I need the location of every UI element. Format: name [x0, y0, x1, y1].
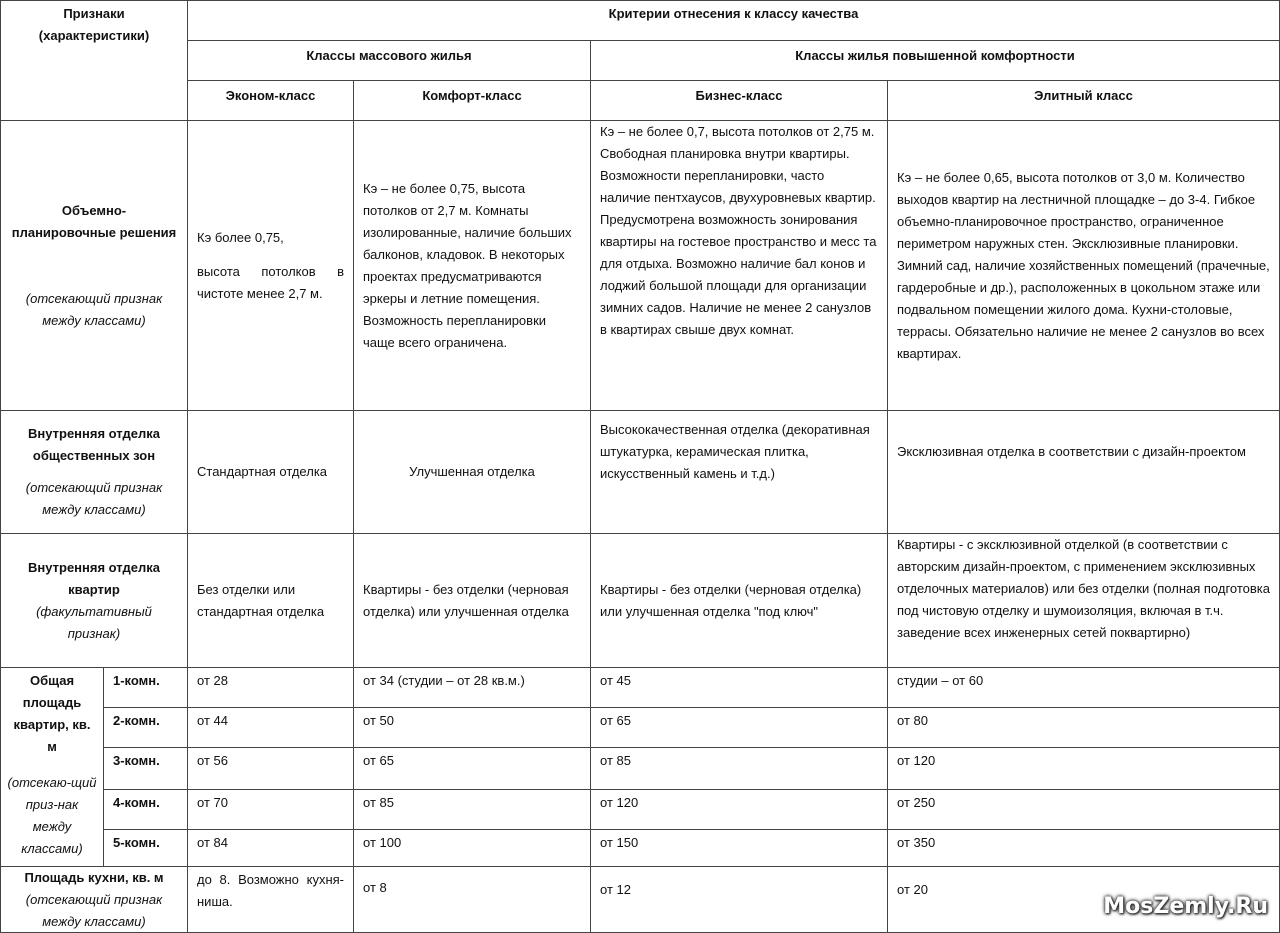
area-econom-cell [187, 747, 354, 790]
cell-text: от 84 [197, 835, 228, 850]
header-elite [887, 80, 1280, 121]
public-econom [187, 410, 354, 534]
kitchen-comfort [353, 866, 591, 933]
row-title: Общая площадь квартир, кв. м [13, 673, 91, 754]
public-business [590, 410, 888, 534]
header-features-text: Признаки (характеристики) [38, 6, 150, 43]
row-apartments-label [0, 533, 188, 668]
area-comfort-cell [353, 789, 591, 830]
cell-text: Кэ – не более 0,65, высота потолков от 3,0 м. Количество выходов квартир на лестничной площадке – до 3-4. Гибкое объемно-планировочное пространство, ограниченное периметром наружных стен. Эксклюзивные планировки. Зимний сад, наличие хозяйственных помещений (прачечные, гардеробные и др.), расположенных в цокольном этаже или подвальном помещении жилого дома. Кухни-столовые, террасы. Обязательно наличие не менее 2 санузлов во всех квартирах. [897, 169, 1270, 361]
area-elite-cell [887, 789, 1280, 830]
area-econom-cell [187, 829, 354, 867]
area-comfort-cell [353, 829, 591, 867]
apartments-econom [187, 533, 354, 668]
header-business-text: Бизнес-класс [695, 88, 783, 103]
public-comfort [353, 410, 591, 534]
cell-text: Кэ более 0,75, [197, 229, 284, 245]
watermark-logo: MosZemly.Ru [1103, 894, 1268, 919]
cell-text: от 45 [600, 673, 631, 688]
area-econom-cell [187, 789, 354, 830]
row-title: Внутренняя отделка общественных зон [28, 426, 160, 463]
area-rooms-cell [103, 789, 188, 830]
cell-text: 2-комн. [113, 713, 160, 728]
cell-text: от 85 [600, 753, 631, 768]
area-comfort-cell [353, 707, 591, 748]
cell-text: Улучшенная отделка [409, 464, 535, 479]
cell-text: Квартиры - без отделки (черновая отделка) или улучшенная отделка [363, 581, 569, 619]
cell-text: от 350 [897, 835, 936, 850]
row-title: Внутренняя отделка квартир [28, 559, 160, 597]
area-rooms-cell [103, 747, 188, 790]
row-title: Площадь кухни, кв. м [24, 870, 164, 885]
header-mass [187, 40, 591, 81]
area-econom-cell [187, 667, 354, 708]
header-comfort-plus [590, 40, 1280, 81]
layout-business [590, 120, 888, 411]
cell-text: 5-комн. [113, 835, 160, 850]
row-note: (отсекающий признак между классами) [25, 480, 163, 517]
area-business-cell [590, 667, 888, 708]
cell-text: от 250 [897, 795, 936, 810]
area-elite-cell [887, 747, 1280, 790]
apartments-comfort [353, 533, 591, 668]
cell-text: от 80 [897, 713, 928, 728]
area-rooms-cell [103, 707, 188, 748]
area-rooms-cell [103, 829, 188, 867]
row-note: (отсекаю-щий приз-нак между классами) [7, 775, 97, 856]
cell-text: Стандартная отделка [197, 464, 328, 479]
header-elite-text: Элитный класс [1034, 88, 1133, 103]
header-criteria [187, 0, 1280, 41]
header-mass-text: Классы массового жилья [306, 48, 472, 63]
row-layout-label [0, 120, 188, 411]
header-comfort-plus-text: Классы жилья повышенной комфортности [795, 48, 1075, 63]
cell-text: от 20 [897, 882, 928, 897]
cell-text: 3-комн. [113, 753, 160, 768]
cell-text: Высококачественная отделка (декоративная штукатурка, керамическая плитка, искусственный камень и т.д.) [600, 422, 870, 481]
cell-text: высота потолков в чистоте менее 2,7 м. [197, 263, 344, 301]
apartments-elite [887, 533, 1280, 668]
cell-text: Без отделки или стандартная отделка [197, 581, 325, 619]
header-comfort-text: Комфорт-класс [422, 88, 522, 103]
cell-text: студии – от 60 [897, 673, 984, 688]
area-elite-cell [887, 707, 1280, 748]
header-features [0, 0, 188, 121]
header-comfort [353, 80, 591, 121]
area-econom-cell [187, 707, 354, 748]
cell-text: Квартиры - без отделки (черновая отделка) или улучшенная отделка "под ключ" [600, 581, 862, 619]
area-rooms-cell [103, 667, 188, 708]
cell-text: 1-комн. [113, 673, 160, 688]
row-public-label [0, 410, 188, 534]
cell-text: от 28 [197, 673, 228, 688]
apartments-business [590, 533, 888, 668]
cell-text: от 34 (студии – от 28 кв.м.) [363, 673, 525, 688]
row-title: Объемно-планировочные решения [11, 202, 177, 240]
header-econom-text: Эконом-класс [225, 88, 316, 103]
cell-text: от 150 [600, 835, 639, 850]
cell-text: Эксклюзивная отделка в соответствии с дизайн-проектом [897, 444, 1246, 459]
row-area-label [0, 667, 104, 867]
row-note: (факультативный признак) [36, 603, 152, 641]
kitchen-business [590, 866, 888, 933]
layout-comfort [353, 120, 591, 411]
cell-text: Кэ – не более 0,7, высота потолков от 2,75 м. Свободная планировка внутри квартиры. Возможности перепланировки, часто наличие пентхаусов, двухуровневых квартир. Предусмотрена возможность зонирования квартиры на гостевое пространство и месс та для отдыха. Возможно наличие бал конов и лоджий большой площади для организации зимних садов. Наличие не менее 2 санузлов в квартирах свыше двух комнат. [600, 124, 877, 337]
cell-text: до 8. Возможно кухня-ниша. [197, 872, 344, 909]
cell-text: от 70 [197, 795, 228, 810]
cell-text: от 44 [197, 713, 228, 728]
area-comfort-cell [353, 667, 591, 708]
header-criteria-text: Критерии отнесения к классу качества [608, 6, 859, 21]
area-business-cell [590, 707, 888, 748]
cell-text: Квартиры - с эксклюзивной отделкой (в соответствии с авторским дизайн-проектом, с применением эксклюзивных отделочных материалов) или без отделки (полная подготовка под чистовую отделку и шумоизоляция, включая в т.ч. заведение всех инженерных сетей поквартирно) [897, 537, 1270, 640]
cell-text: от 85 [363, 795, 394, 810]
header-business [590, 80, 888, 121]
area-comfort-cell [353, 747, 591, 790]
kitchen-econom [187, 866, 354, 933]
cell-text: от 50 [363, 713, 394, 728]
cell-text: 4-комн. [113, 795, 160, 810]
area-elite-cell [887, 829, 1280, 867]
area-business-cell [590, 829, 888, 867]
header-econom [187, 80, 354, 121]
layout-econom [187, 120, 354, 411]
cell-text: от 12 [600, 882, 631, 897]
cell-text: от 65 [600, 713, 631, 728]
public-elite [887, 410, 1280, 534]
cell-text: от 56 [197, 753, 228, 768]
cell-text: от 100 [363, 835, 402, 850]
cell-text: от 120 [600, 795, 639, 810]
row-note: (отсекающий признак между классами) [25, 892, 163, 929]
cell-text: от 120 [897, 753, 936, 768]
layout-elite [887, 120, 1280, 411]
row-kitchen-label [0, 866, 188, 933]
area-elite-cell [887, 667, 1280, 708]
area-business-cell [590, 747, 888, 790]
cell-text: Кэ – не более 0,75, высота потолков от 2,7 м. Комнаты изолированные, наличие больших балконов, кладовок. В некоторых проектах предусматриваются эркеры и летние помещения. Возможность перепланировки чаще всего ограничена. [363, 180, 572, 350]
cell-text: от 65 [363, 753, 394, 768]
area-business-cell [590, 789, 888, 830]
cell-text: от 8 [363, 880, 387, 895]
row-note: (отсекающий признак между классами) [25, 290, 163, 328]
